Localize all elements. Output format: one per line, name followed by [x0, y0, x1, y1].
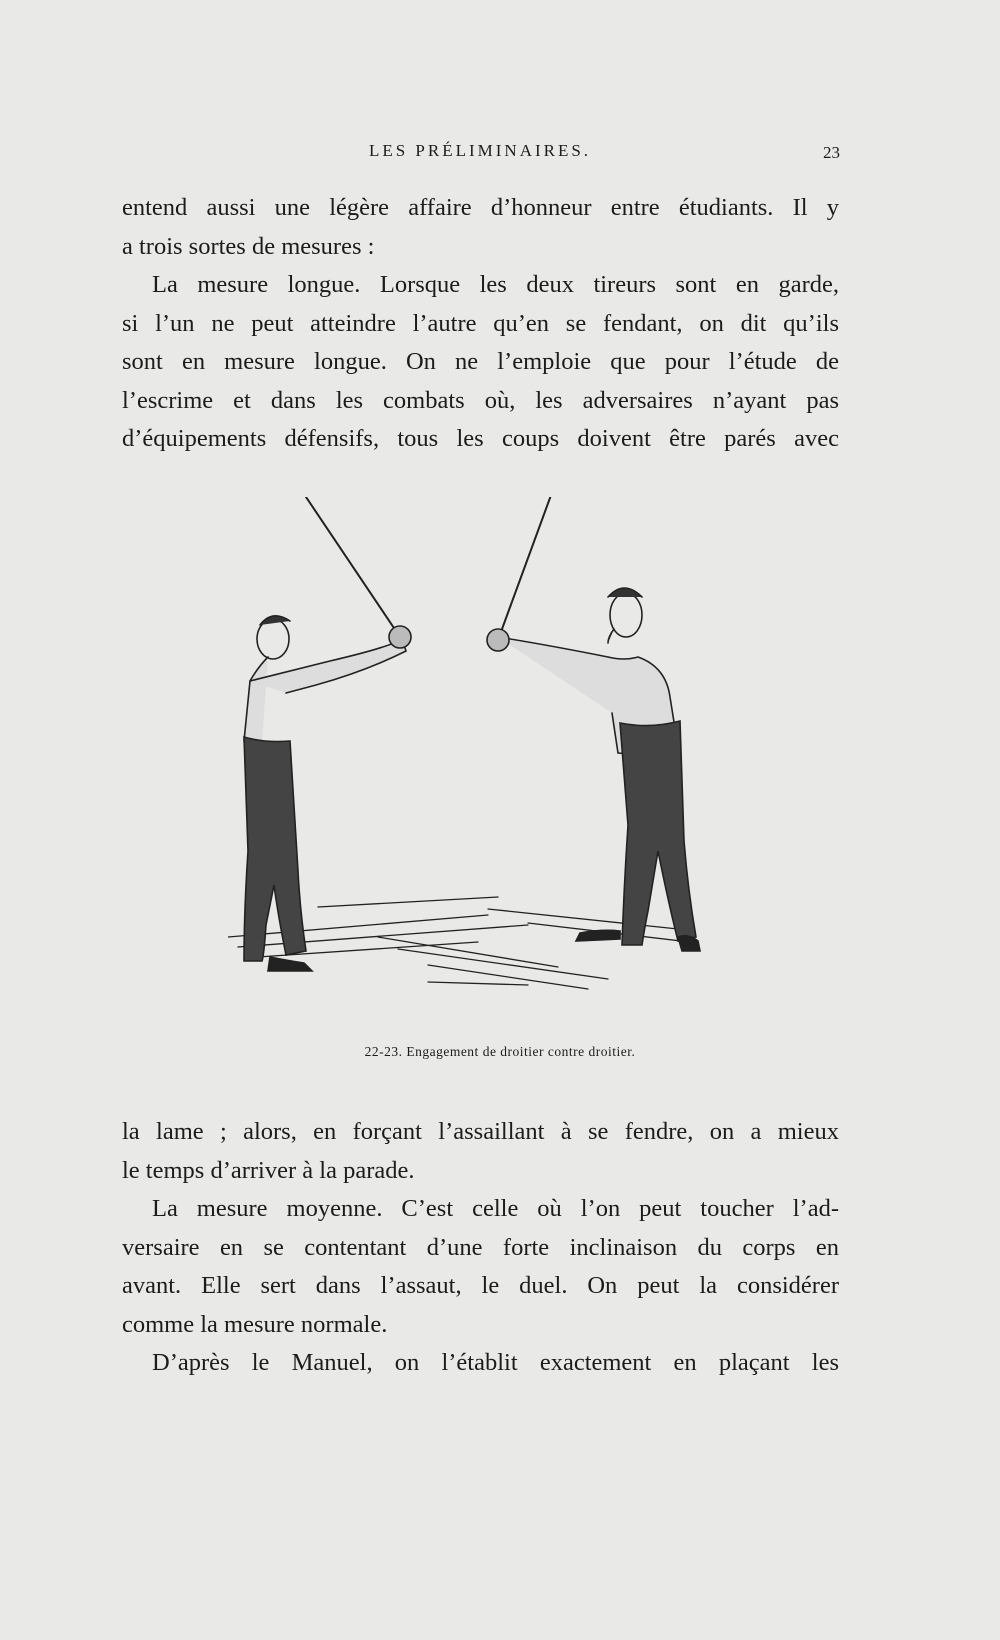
text-line: versaire en se contentant d’une forte inclinaison du corps en	[122, 1233, 839, 1261]
text-line: l’escrime et dans les combats où, les adversaires n’ayant pas	[122, 386, 839, 414]
left-fencer-blade	[306, 497, 400, 637]
text-line: a trois sortes de mesures :	[122, 232, 375, 260]
text-line: sont en mesure longue. On ne l’emploie que pour l’étude de	[122, 348, 839, 375]
text-line: comme la mesure normale.	[122, 1310, 388, 1338]
text-line: D’après le Manuel, on l’établit exactement en plaçant les	[152, 1349, 839, 1376]
text-line: le temps d’arriver à la parade.	[122, 1156, 415, 1184]
right-fencer	[487, 588, 700, 951]
text-line: avant. Elle sert dans l’assaut, le duel. On peut la considérer	[122, 1272, 839, 1299]
left-fencer	[244, 616, 411, 971]
text-line: d’équipements défensifs, tous les coups doivent être parés avec	[122, 425, 839, 452]
fencing-engraving	[228, 497, 738, 1037]
running-head	[120, 141, 840, 171]
text-line: La mesure moyenne. C’est celle où l’on peut toucher l’ad-	[152, 1195, 839, 1222]
text-line: si l’un ne peut atteindre l’autre qu’en se fendant, on dit qu’ils	[122, 309, 839, 337]
right-fencer-blade	[498, 497, 554, 640]
text-block-top	[122, 189, 839, 459]
running-title: LES PRÉLIMINAIRES.	[368, 141, 592, 160]
page-number: 23	[823, 143, 840, 162]
text-line: entend aussi une légère affaire d’honneur entre étudiants. Il y	[122, 194, 839, 221]
text-line: la lame ; alors, en forçant l’assaillant à se fendre, on a mieux	[122, 1118, 839, 1145]
fencers-illustration	[228, 497, 738, 1037]
text-block-bottom	[122, 1113, 839, 1383]
figure-caption: 22-23. Engagement de droitier contre droitier.	[364, 1044, 636, 1059]
text-line: La mesure longue. Lorsque les deux tireurs sont en garde,	[152, 271, 839, 298]
